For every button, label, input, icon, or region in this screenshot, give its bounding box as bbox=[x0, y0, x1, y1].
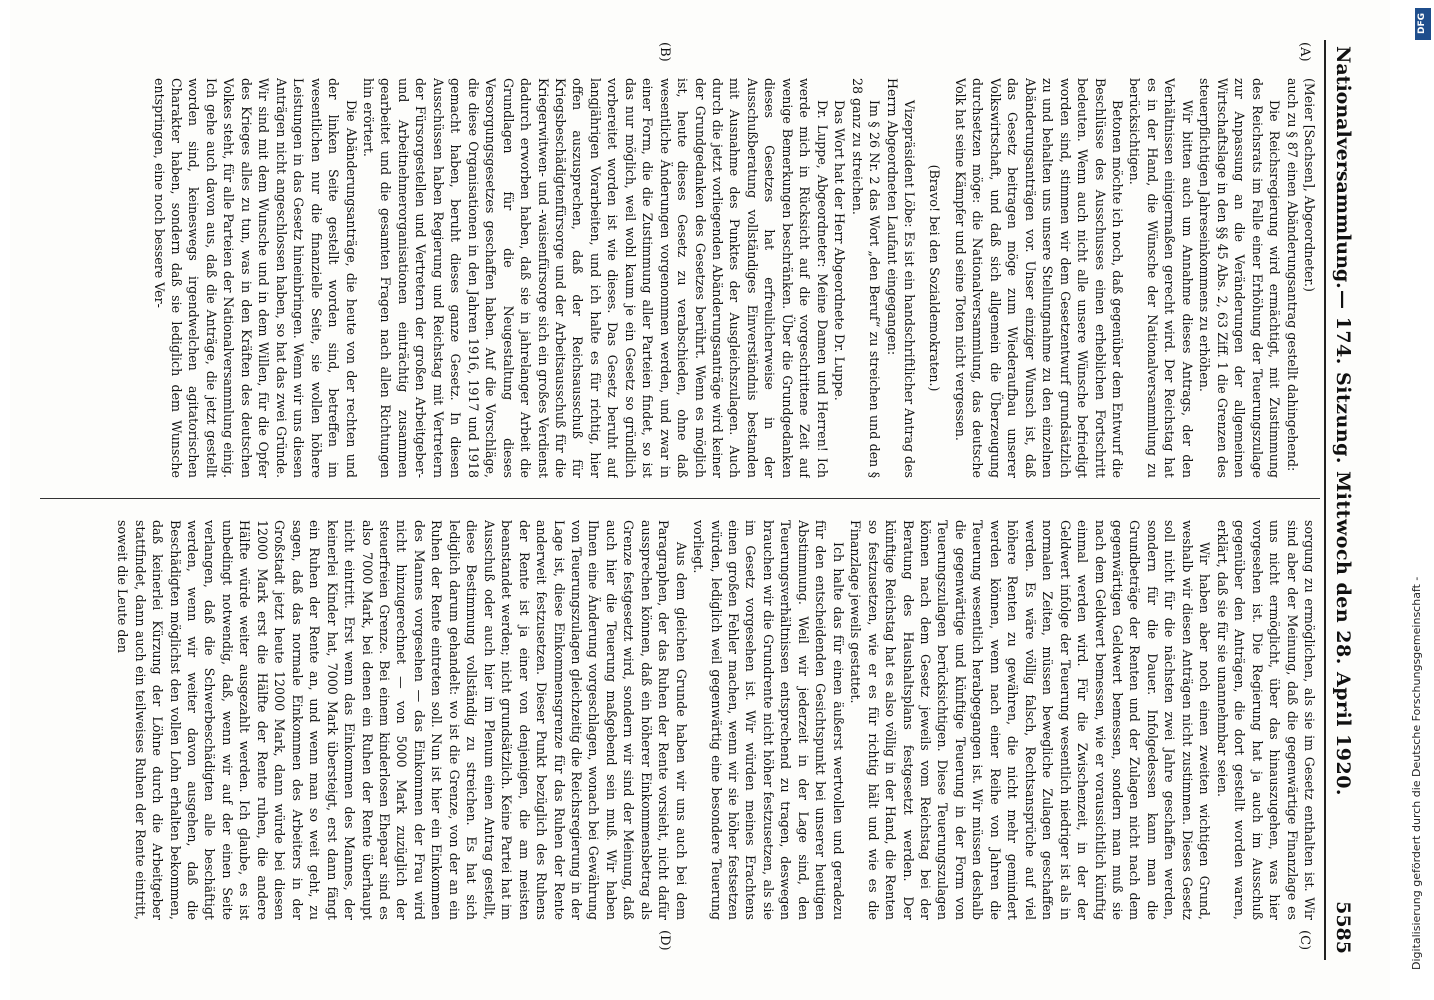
paragraph: Aus dem gleichen Grunde haben wir uns auch bei dem Paragraphen, der das Ruhen der Rente vorsieht, nicht dafür aussprechen können, daß ein höherer Einkommensbetrag als Grenze festgesetzt wird, sondern wir sind der Meinung, daß auch hier die Teuerung maßgebend sein muß. Wir haben Ihnen eine Änderung vorgeschlagen, wonach bei Gewährung von Teuerungszulagen gleichzeitig die Reichsregierung in der Lage ist, diese Einkommensgrenze für das Ruhen der Rente anderweit festzusetzen. Dieser Punkt bezüglich des Ruhens der Rente ist ja einer von denjenigen, die am meisten beanstandet werden; nicht grundsätzlich. Keine Partei hat im Ausschuß oder auch hier im Plenum einen Antrag gestellt, diese Bestimmung vollständig zu streichen. Es hat sich lediglich darum gehandelt: wo ist die Grenze, von der an ein Ruhen der Rente eintreten soll. Nun ist hier ein Einkommen des Mannes vorgesehen — das Einkommen der Frau wird nicht hinzugerechnet — von 5000 Mark zuzüglich der steuerfreien Grenze. Bei einem kinderlosen Ehepaar sind es also 7000 Mark, bei denen ein Ruhen der Rente überhaupt nicht eintritt. Erst wenn das Einkommen des Mannes, der keinerlei Kinder hat, 7000 Mark übersteigt, erst dann fängt ein Ruhen der Rente an, und wenn man so weit geht, zu sagen, daß das normale Einkommen des Arbeiters in der Großstadt jetzt heute 12000 Mark, dann würde bei diesen 12000 Mark erst die Hälfte der Rente ruhen, die andere Hälfte würde weiter ausgezahlt werden. Ich glaube, es ist unbedingt notwendig, daß, wenn wir auf der einen Seite verlangen, daß die Schwerbeschädigten alle beschäftigt werden, wenn wir weiter davon ausgehen, daß die Beschädigten möglichst den vollen Lohn erhalten bekommen, daß keinerlei Kürzung der Löhne durch die Arbeitgeber stattfindet, dann auch ein teilweises Ruhen der Rente eintritt, soweit die Leute den bbox=[115, 520, 689, 920]
header-title: Nationalversammlung. bbox=[1332, 46, 1354, 289]
paragraph: Die Reichsregierung wird ermächtigt, mit Zustimmung des Reichsrats im Falle einer Erhöhung der Teuerungszulage zur Anpassung an die Veränderungen der allgemeinen Wirtschaftslage in den §§ 45 Abs. 2, 63 Ziff. 1 die Grenzen des steuerpflichtigen Jahreseinkommens zu erhöhen. bbox=[1197, 78, 1283, 478]
paragraph: auch zu § 87 einen Abänderungsantrag gestellt dahingehend: bbox=[1284, 78, 1300, 472]
paragraph: sorgung zu ermöglichen, als sie im Gesetz enthalten ist. Wir sind aber der Meinung, daß die gegenwärtige Finanzlage es uns nicht ermöglicht, über das hinauszugehen, was hier vorgesehen ist. Die Regierung hat ja auch im Ausschuß gegenüber den Anträgen, die dort gestellt worden waren, erklärt, daß sie für sie unannehmbar seien. bbox=[1214, 520, 1317, 920]
page-number: 5585 bbox=[1332, 901, 1354, 954]
paragraph: Betonen möchte ich noch, daß gegenüber dem Entwurf die Beschlüsse des Ausschusses einen erheblichen Fortschritt bedeuten. Wenn auch nicht alle unsere Wünsche befriedigt worden sind, stimmen wir dem Gesetzentwurf grundsätzlich zu und behalten uns unsere Stellungnahme zu den einzelnen Abänderungsanträgen vor. Unser einziger Wunsch ist, daß das Gesetz beitragen möge zum Wiederaufbau unserer Volkswirtschaft, und daß sich allgemein die Überzeugung durchsetzen möge: die Nationalversammlung, das deutsche Volk hat seine Kämpfer und seine Toten nicht vergessen. bbox=[952, 78, 1126, 478]
sidebar-credit bbox=[1408, 10, 1432, 990]
dfg-logo: DFG bbox=[1415, 8, 1431, 40]
paragraph: Das Wort hat der Herr Abgeordnete Dr. Luppe. bbox=[832, 100, 848, 401]
paragraph: Dr. Luppe, Abgeordneter: Meine Damen und Herren! Ich werde mich in Rücksicht auf die vorgeschrittene Zeit auf wenige Bemerkungen beschränken. Über die Grundgedanken dieses Gesetzes hat erfreulicherweise in der Ausschußberatung vollständiges Einverständnis bestanden mit Ausnahme des Punktes der Ausgleichszulagen. Auch durch die jetzt vorliegenden Abänderungsanträge wird keiner der Grundgedanken des Gesetzes berührt. Wenn es möglich ist, heute dieses Gesetz zu verabschieden, ohne daß wesentliche Änderungen vorgenommen werden, und zwar in einer Form, die die Zustimmung aller Parteien findet, so ist das nur möglich, weil wohl kaum je ein Gesetz so gründlich vorbereitet worden ist wie dieses. Das Gesetz beruht auf langjährigen Vorarbeiten, und ich halte es für richtig, hier offen auszusprechen, daß der Reichsausschuß für Kriegsbeschädigtenfürsorge und der Arbeitsausschuß für die Kriegerwitwen- und -waisenfürsorge sich ein großes Verdienst dadurch erworben haben, daß sie in jahrelanger Arbeit die Grundlagen für die Neugestaltung dieses Versorgungsgesetzes geschaffen haben. Auf die Vorschläge, die diese Organisationen in den Jahren 1916, 1917 und 1918 gemacht haben, beruht dieses ganze Gesetz. In diesen Ausschüssen haben Regierung und Reichstag mit Vertretern der Fürsorgestellen und Vertretern der großen Arbeitgeber- und Arbeitnehmerorganisationen einträchtig zusammen gearbeitet und die gesamten Fragen nach allen Richtungen hin erörtert. bbox=[360, 78, 830, 478]
margin-marker-c: (C) bbox=[1297, 930, 1312, 951]
left-text-column bbox=[38, 78, 1318, 478]
paragraph: (Bravo! bei den Sozialdemokraten.) bbox=[927, 164, 943, 392]
paragraph: Vizepräsident Löbe: Es ist ein handschriftlicher Antrag des Herrn Abgeordneten Laufant eingegangen: bbox=[884, 78, 918, 478]
margin-marker-a: (A) bbox=[1297, 42, 1312, 62]
right-text-column bbox=[38, 520, 1318, 920]
margin-marker-b: (B) bbox=[657, 42, 672, 62]
page-header bbox=[1324, 40, 1354, 960]
header-session-date: — 174. Sitzung. Mittwoch den 28. April 1920. bbox=[1332, 290, 1354, 797]
paragraph: Wir haben aber noch einen zweiten wichtigen Grund, weshalb wir diesen Anträgen nicht zustimmen. Dieses Gesetz soll nicht für die nächsten zwei Jahre geschaffen werden, sondern für die Dauer. Infolgedessen kann man die Grundbeträge der Renten und der Zulagen nicht nach dem gegenwärtigen Geldwert bemessen, sondern man muß sie nach dem Geldwert bemessen, wie er voraussichtlich künftig einmal werden wird. Für die Zwischenzeit, in der der Geldwert infolge der Teuerung wesentlich niedriger ist als in normalen Zeiten, müssen bewegliche Zulagen geschaffen werden. Es wäre völlig falsch, Rechtsansprüche auf viel höhere Renten zu gewähren, die nicht mehr gemindert werden können, wenn nach einer Reihe von Jahren die Teuerung wesentlich herabgegangen ist. Wir müssen deshalb die gegenwärtige und künftige Teuerung in der Form von Teuerungszulagen berücksichtigen. Diese Teuerungszulagen können nach dem Gesetz jeweils vom Reichstag bei der Beratung des Haushaltsplans festgesetzt werden. Der künftige Reichstag hat es also völlig in der Hand, die Renten so festzusetzen, wie er es für richtig hält und wie es die Finanzlage jeweils gestattet. bbox=[848, 520, 1213, 920]
column-divider bbox=[40, 498, 1320, 499]
paragraph: Ich halte das für einen äußerst wertvollen und geradezu für den entscheidenden Gesichtspunkt bei unserer heutigen Abstimmung. Weil wir jederzeit in der Lage sind, den Teuerungsverhältnissen entsprechend zu tragen, deswegen brauchen wir die Grundrente nicht höher festzusetzen, als sie im Gesetz vorgesehen ist. Wir würden meines Erachtens einen großen Fehler machen, wenn wir sie höher festsetzen würden, lediglich weil gegenwärtig eine besondere Teuerung vorliegt. bbox=[691, 520, 846, 920]
document-page bbox=[10, 0, 1390, 1000]
paragraph: Die Abänderungsanträge, die heute von der rechten und der linken Seite gestellt worden sind, betreffen im wesentlichen nur die finanzielle Seite, sie wollen höhere Leistungen in das Gesetz hineinbringen. Wenn wir uns diesen Anträgen nicht angeschlossen haben, so hat das zwei Gründe. Wir sind mit dem Wunsche und in dem Willen, für die Opfer des Krieges alles zu tun, was in den Kräften des deutschen Volkes steht, für alle Parteien der Nationalversammlung einig. Ich gehe auch davon aus, daß die Anträge, die jetzt gestellt worden sind, keineswegs irgendwelchen agitatorischen Charakter haben, sondern daß sie lediglich dem Wunsche entspringen, eine noch bessere Ver- bbox=[151, 78, 359, 478]
paragraph: Wir bitten auch um Annahme dieses Antrags, der den Verhältnissen einigermaßen gerecht wird. Der Reichstag hat es in der Hand, die Wünsche der Nationalversammlung zu berücksichtigen. bbox=[1127, 78, 1195, 478]
paragraph: Im § 26 Nr. 2 das Wort „den Beruf“ zu streichen und den § 28 ganz zu streichen. bbox=[849, 78, 883, 478]
digitization-credit-text: Digitalisierung gefördert durch die Deutsche Forschungsgemeinschaft - bbox=[1410, 576, 1423, 970]
margin-marker-d: (D) bbox=[657, 930, 672, 951]
paragraph: (Meier [Sachsen], Abgeordneter.) bbox=[1302, 78, 1317, 292]
